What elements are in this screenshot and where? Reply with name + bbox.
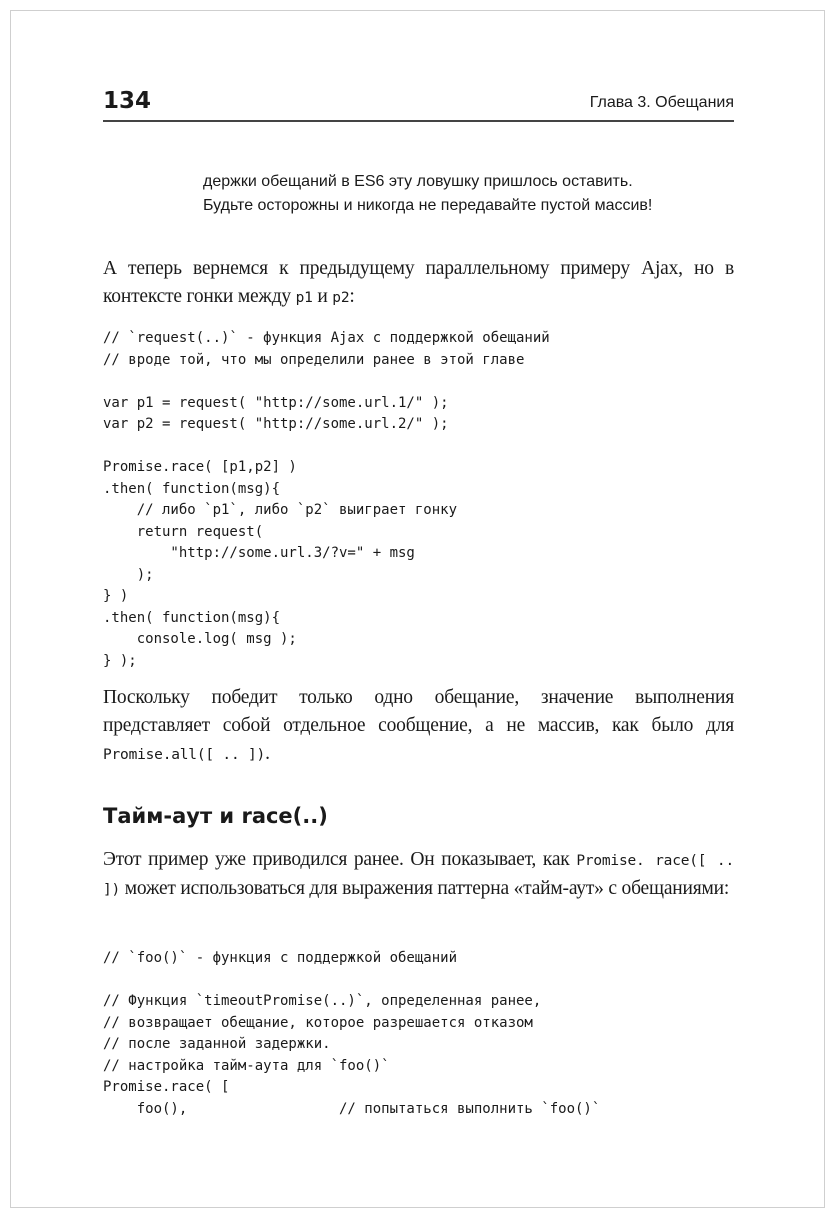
note-line: Будьте осторожны и никогда не передавайте пустой массив!	[203, 197, 653, 214]
code-line	[103, 970, 734, 992]
paragraph-text: и	[312, 286, 333, 307]
paragraph-timeout-intro	[103, 846, 734, 904]
code-line: );	[103, 566, 154, 583]
code-line: // настройка тайм-аута для `foo()`	[103, 1057, 390, 1074]
paragraph-text: :	[349, 286, 355, 307]
chapter-title: Глава 3. Обещания	[589, 94, 734, 111]
code-line: return request(	[103, 523, 264, 540]
code-line: var p1 = request( "http://some.url.1/" );	[103, 394, 449, 411]
code-line: Promise.race( [p1,p2] )	[103, 459, 297, 475]
code-line: .then( function(msg){	[103, 609, 281, 626]
code-block-race	[103, 328, 734, 672]
note-block	[203, 170, 734, 218]
code-line: } );	[103, 652, 137, 669]
code-line: foo(), // попытаться выполнить `foo()`	[103, 1100, 601, 1117]
code-line: console.log( msg );	[103, 631, 297, 647]
inline-code: p2	[332, 290, 350, 306]
code-block-timeout	[103, 948, 734, 1120]
paragraph-text: А теперь вернемся к предыдущему параллельному примеру Ajax, но в контексте гонки между	[103, 258, 734, 307]
code-line: // `request(..)` - функция Ajax с поддержкой обещаний	[103, 330, 550, 346]
code-line	[103, 436, 734, 458]
paragraph-text: может использоваться для выражения паттерна «тайм-аут» с обещаниями:	[120, 878, 730, 899]
code-line: .then( function(msg){	[103, 480, 281, 497]
code-line: var p2 = request( "http://some.url.2/" );	[103, 416, 449, 432]
paragraph-text: .	[265, 743, 270, 764]
code-line: } )	[103, 588, 129, 604]
code-line: // Функция `timeoutPromise(..)`, определенная ранее,	[103, 993, 542, 1009]
paragraph-race-result	[103, 684, 734, 769]
section-heading: Тайм-аут и race(..)	[103, 804, 328, 828]
code-line: "http://some.url.3/?v=" + msg	[103, 545, 415, 561]
note-line: держки обещаний в ES6 эту ловушку пришлось оставить.	[203, 173, 633, 190]
header-rule	[103, 120, 734, 122]
code-line: // после заданной задержки.	[103, 1036, 331, 1052]
paragraph-text: Поскольку победит только одно обещание, значение выполнения представляет собой отдельное сообщение, а не массив, как было для	[103, 687, 734, 736]
inline-code: Promise. race([ .. ])	[103, 853, 734, 898]
code-line: Promise.race( [	[103, 1079, 230, 1095]
inline-code: Promise.all([ .. ])	[103, 747, 266, 763]
page-number: 134	[103, 88, 152, 114]
paragraph-race-intro	[103, 255, 734, 312]
code-line: // вроде той, что мы определили ранее в этой главе	[103, 351, 525, 368]
inline-code: p1	[295, 290, 313, 306]
paragraph-text: Этот пример уже приводился ранее. Он показывает, как	[103, 849, 577, 870]
code-line: // возвращает обещание, которое разрешается отказом	[103, 1014, 533, 1031]
code-line: // либо `p1`, либо `p2` выиграет гонку	[103, 502, 458, 518]
code-line	[103, 371, 734, 393]
code-line: // `foo()` - функция с поддержкой обещаний	[103, 950, 458, 966]
